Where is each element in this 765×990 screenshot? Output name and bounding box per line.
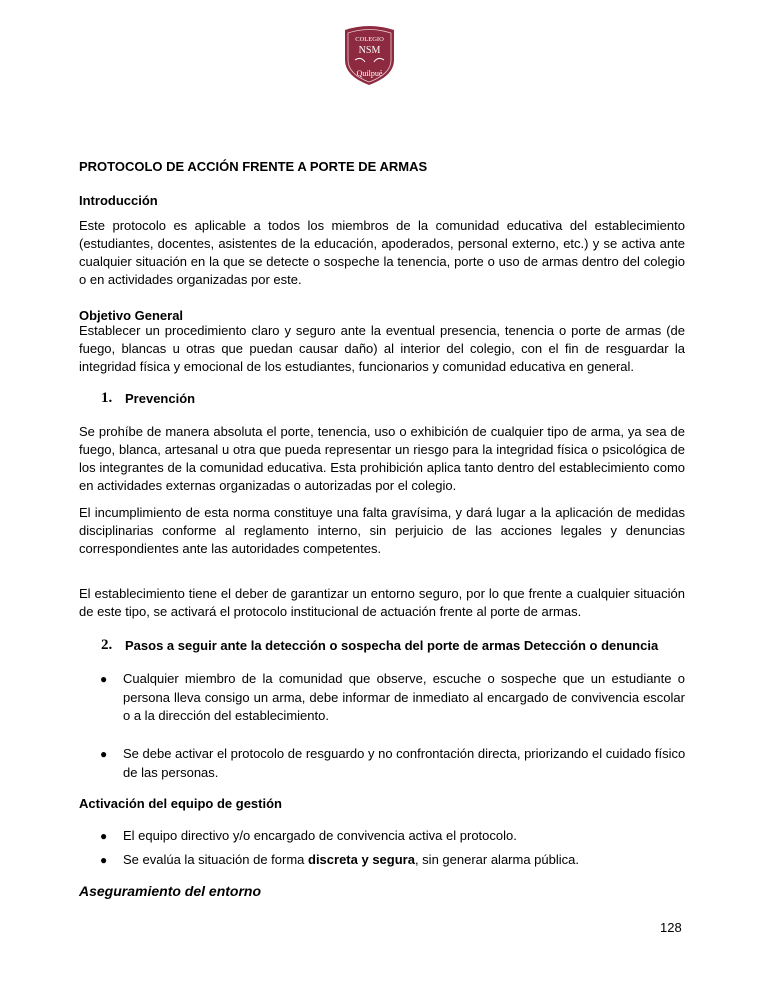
objective-paragraph: Establecer un procedimiento claro y seguro ante la eventual presencia, tenencia o porte de armas (de fuego, blancas u otras que puedan causar daño) al interior del colegio, con el fin de resguardar la integridad física y emocional de los estudiantes, funcionarios y comunidad educativa en general. xyxy=(79,323,685,374)
list-item xyxy=(100,670,685,726)
section1-title: Prevención xyxy=(125,391,196,406)
bullet-text-end: , sin generar alarma pública. xyxy=(414,852,579,867)
section2-number: 2. xyxy=(101,637,113,653)
activation-heading: Activación del equipo de gestión xyxy=(79,796,282,811)
bullet-text-start: Se evalúa la situación de forma xyxy=(123,852,308,867)
logo-line3: Quilpué xyxy=(356,69,383,78)
document-title: PROTOCOLO DE ACCIÓN FRENTE A PORTE DE ARMAS xyxy=(79,159,428,174)
page-number: 128 xyxy=(660,920,682,935)
bullet-icon: ● xyxy=(100,853,108,867)
logo-line2: NSM xyxy=(358,45,381,56)
bullet-text xyxy=(123,851,690,870)
section2-heading xyxy=(101,637,701,655)
section1-paragraph3: El establecimiento tiene el deber de garantizar un entorno seguro, por lo que frente a cualquier situación de este tipo, se activará el protocolo institucional de actuación frente al porte de armas. xyxy=(79,586,685,619)
securing-heading: Aseguramiento del entorno xyxy=(79,883,262,899)
bullet-text-bold: discreta y segura xyxy=(308,852,415,867)
bullet-text: El equipo directivo y/o encargado de convivencia activa el protocolo. xyxy=(123,828,517,843)
section1-number: 1. xyxy=(101,390,113,406)
intro-heading: Introducción xyxy=(79,193,158,208)
list-item xyxy=(100,745,690,782)
objective-heading: Objetivo General xyxy=(79,308,184,323)
section1-paragraph1: Se prohíbe de manera absoluta el porte, tenencia, uso o exhibición de cualquier tipo de arma, ya sea de fuego, blanca, artesanal u otra que pueda representar un riesgo para la integridad física o psicológica de los integrantes de la comunidad educativa. Esta prohibición aplica tanto dentro del establecimiento como en actividades externas organizadas o autorizadas por el colegio. xyxy=(79,424,685,493)
bullet-text: Se debe activar el protocolo de resguardo y no confrontación directa, priorizando el cuidado físico de las personas. xyxy=(123,746,686,780)
bullet-text: Cualquier miembro de la comunidad que observe, escuche o sospeche que un estudiante o persona lleva consigo un arma, debe informar de inmediato al encargado de convivencia escolar o a la dirección del establecimiento. xyxy=(123,671,685,723)
intro-paragraph: Este protocolo es aplicable a todos los miembros de la comunidad educativa del establecimiento (estudiantes, docentes, asistentes de la educación, apoderados, personal externo, etc.) y se activa ante cualquier situación en la que se detecte o sospeche la tenencia, porte o uso de armas dentro del colegio o en actividades organizadas por este. xyxy=(79,218,685,287)
bullet-icon: ● xyxy=(100,747,108,761)
bullet-icon: ● xyxy=(100,829,108,843)
school-crest-logo xyxy=(341,24,398,86)
section1-heading xyxy=(101,390,691,408)
list-item xyxy=(100,827,690,846)
section2-title: Pasos a seguir ante la detección o sospecha del porte de armas Detección o denuncia xyxy=(125,638,659,653)
logo-line1: COLEGIO xyxy=(355,36,384,43)
section1-paragraph2: El incumplimiento de esta norma constituye una falta gravísima, y dará lugar a la aplicación de medidas disciplinarias conforme al reglamento interno, sin perjuicio de las acciones legales y denuncias correspondientes ante las autoridades competentes. xyxy=(79,505,685,556)
bullet-icon: ● xyxy=(100,672,108,686)
list-item xyxy=(100,851,690,870)
